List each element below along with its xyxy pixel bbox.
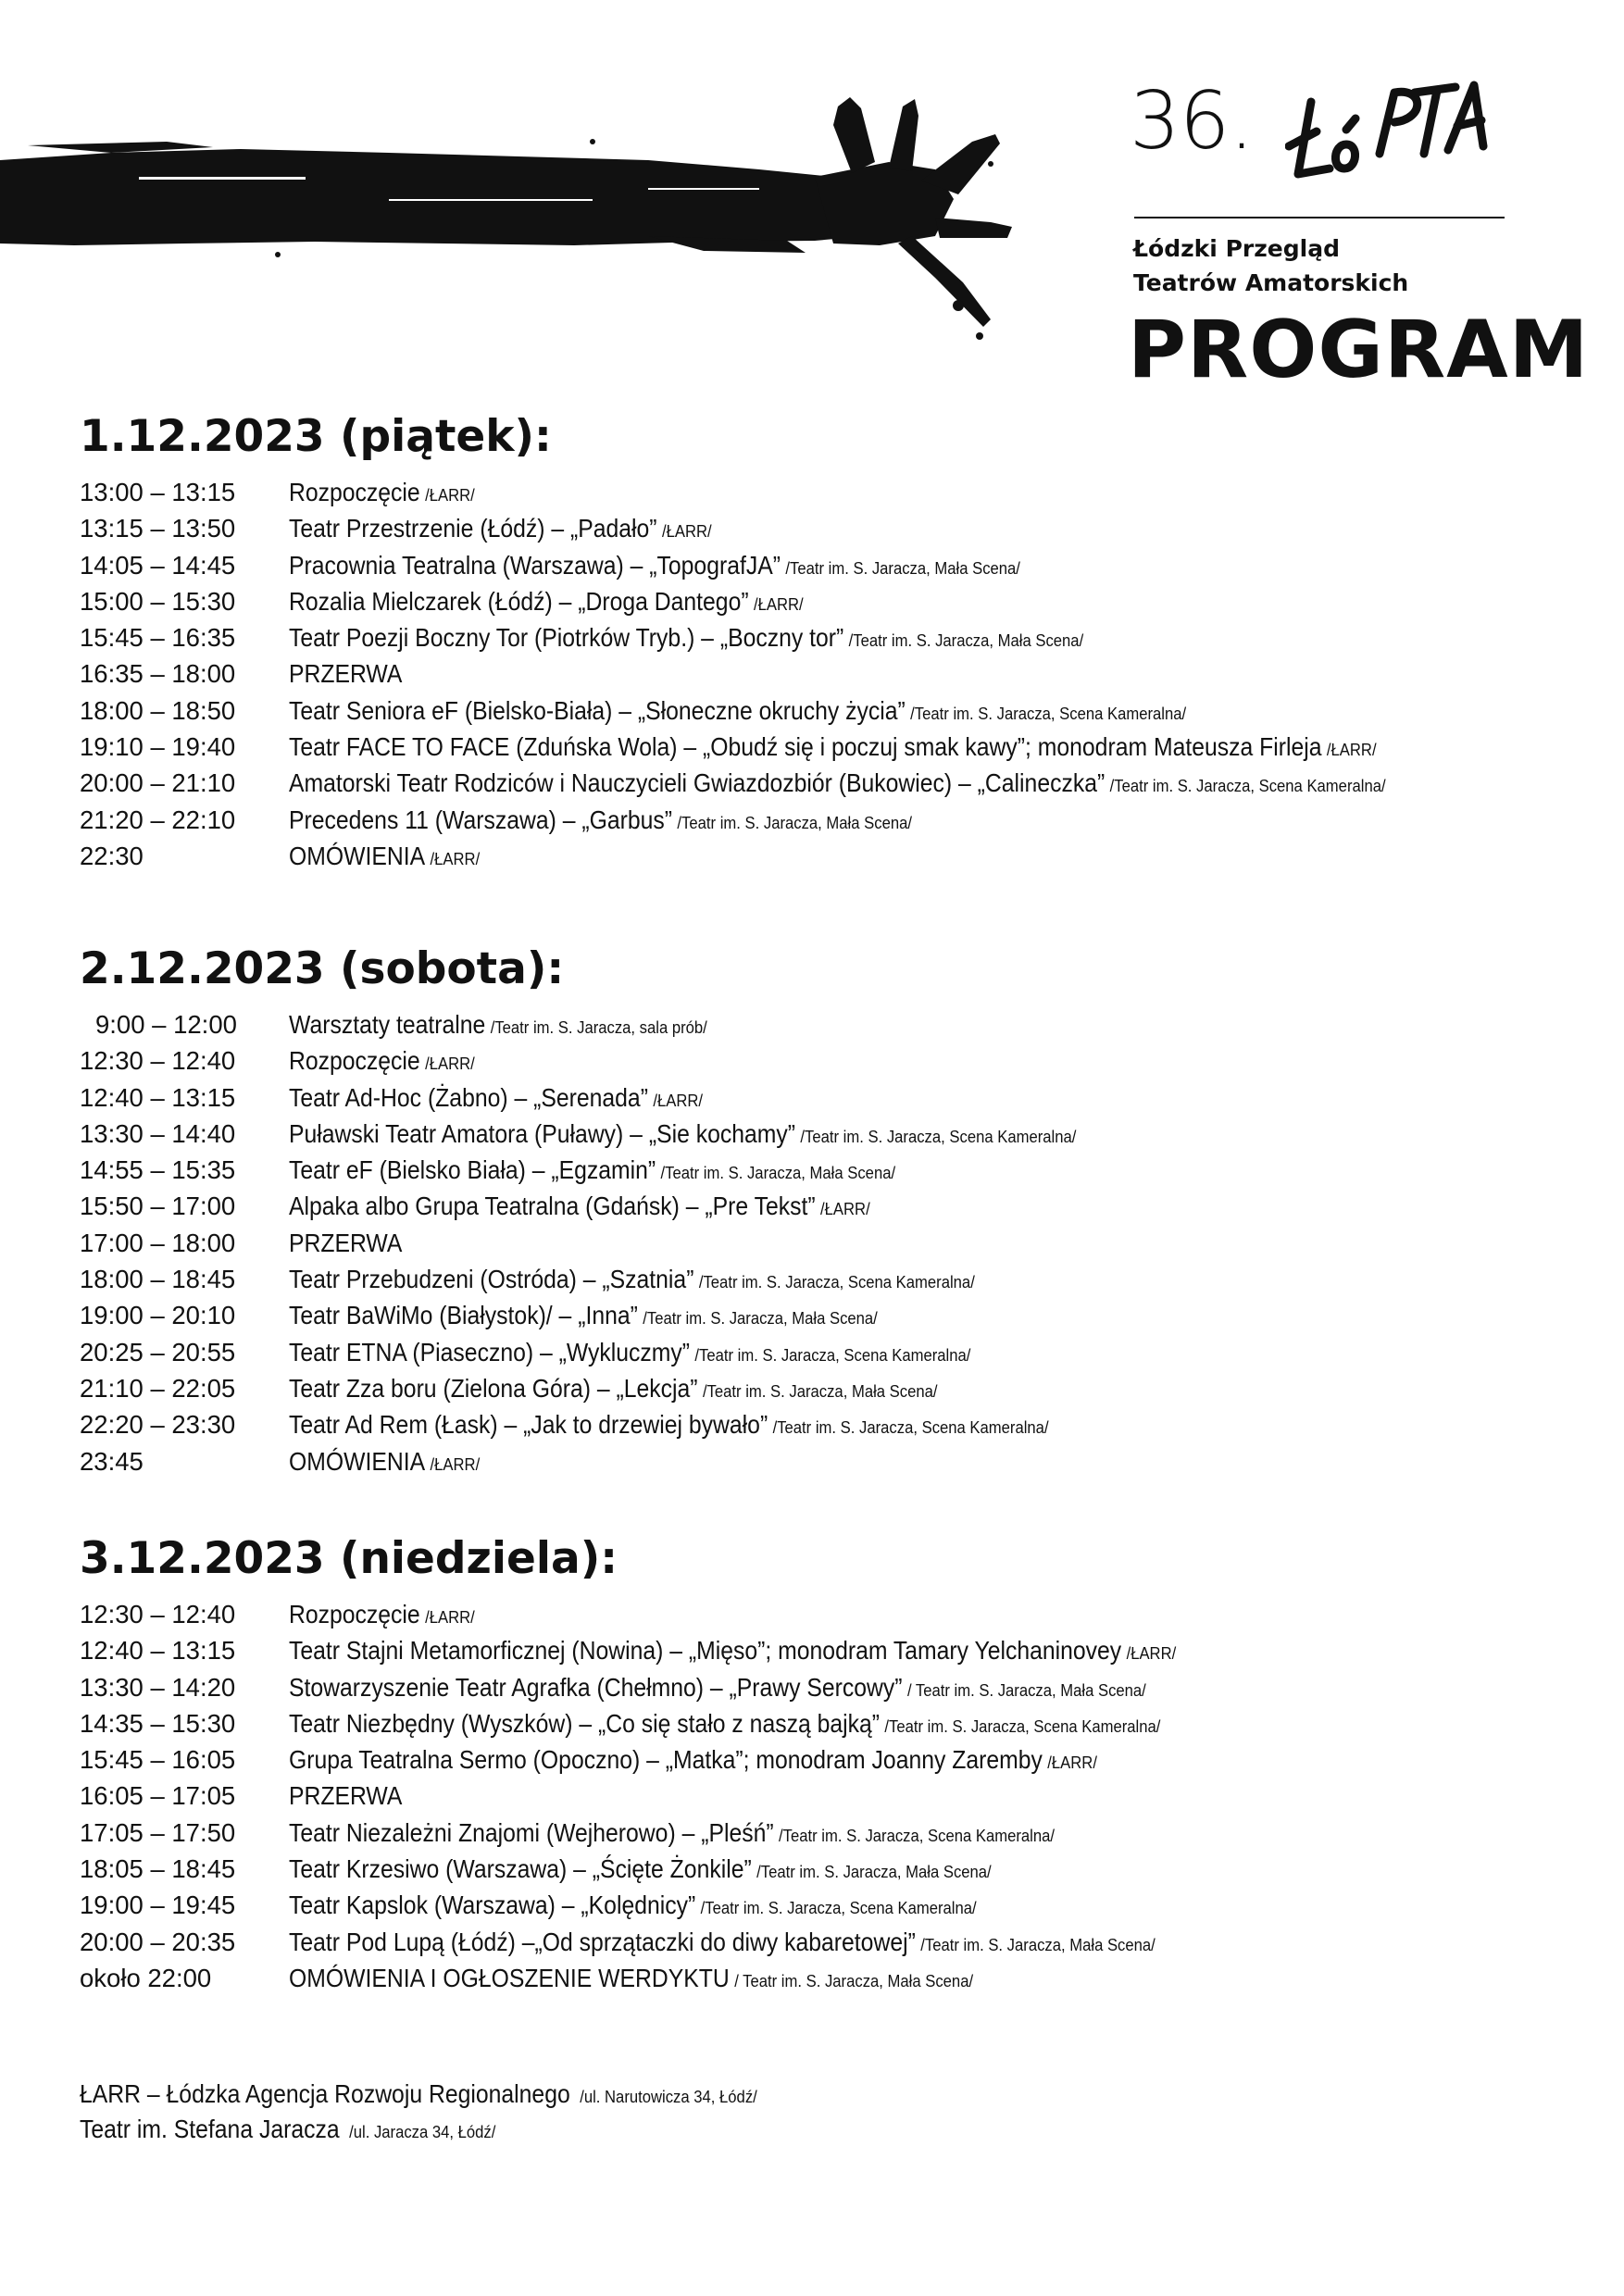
event-venue: /ŁARR/ [820, 1199, 870, 1219]
event-time: 9:00 – 12:00 [95, 1010, 237, 1039]
event-body [289, 1447, 480, 1477]
event-venue: /Teatr im. S. Jaracza, Mała Scena/ [702, 1380, 938, 1401]
event-body [289, 1854, 992, 1884]
event-row [80, 587, 1598, 623]
event-body [289, 587, 804, 617]
event-venue: /ŁARR/ [1126, 1643, 1177, 1664]
event-row [80, 1636, 1598, 1672]
event-title: Teatr eF (Bielsko Biała) – „Egzamin” [289, 1155, 656, 1185]
event-body [289, 1229, 407, 1258]
lopta-script-logotype [1285, 65, 1498, 194]
event-body [289, 1374, 937, 1404]
event-body [289, 551, 1020, 580]
event-body [289, 1636, 1176, 1666]
venue-legend [80, 2079, 1561, 2150]
event-time: 19:10 – 19:40 [80, 732, 236, 762]
event-title: Rozpoczęcie [289, 1046, 420, 1076]
brush-hand-illustration [0, 88, 1014, 366]
event-title: PRZERWA [289, 659, 403, 689]
event-venue: /Teatr im. S. Jaracza, Scena Kameralna/ [772, 1417, 1049, 1438]
event-row [80, 1301, 1598, 1337]
event-row [80, 1155, 1598, 1192]
event-venue: /Teatr im. S. Jaracza, Scena Kameralna/ [779, 1825, 1056, 1845]
event-title: Teatr Niezbędny (Wyszków) – „Co się stało z naszą bajką” [289, 1708, 881, 1738]
event-venue: /Teatr im. S. Jaracza, Scena Kameralna/ [698, 1272, 975, 1292]
event-time: 12:40 – 13:15 [80, 1082, 236, 1112]
event-venue: /Teatr im. S. Jaracza, Scena Kameralna/ [694, 1344, 971, 1365]
event-venue: /Teatr im. S. Jaracza, sala prób/ [490, 1017, 707, 1037]
event-body [289, 1928, 1156, 1957]
legend-line [80, 2115, 1413, 2150]
event-body [289, 623, 1083, 653]
event-title: Pracownia Teatralna (Warszawa) – „TopografJA” [289, 550, 781, 580]
event-venue: /Teatr im. S. Jaracza, Mała Scena/ [785, 557, 1020, 578]
event-body [289, 1600, 475, 1629]
event-title: Teatr Zza boru (Zielona Góra) – „Lekcja” [289, 1373, 698, 1403]
event-row [80, 1673, 1598, 1709]
day-title: 3.12.2023 (niedziela): [80, 1533, 618, 1584]
event-body [289, 1155, 895, 1185]
event-row [80, 1119, 1598, 1155]
legend-address: /ul. Narutowicza 34, Łódź/ [580, 2087, 757, 2106]
event-title: Teatr FACE TO FACE (Zduńska Wola) – „Obudź się i poczuj smak kawy”; monodram Mateusza Firleja [289, 732, 1322, 762]
event-title: Rozpoczęcie [289, 478, 420, 506]
event-venue: /Teatr im. S. Jaracza, Scena Kameralna/ [800, 1126, 1077, 1146]
event-title: OMÓWIENIA [289, 1446, 426, 1476]
event-time: 18:00 – 18:50 [80, 695, 236, 725]
legend-name: ŁARR – Łódzka Agencja Rozwoju Regionalnego [80, 2079, 570, 2108]
event-title: Grupa Teatralna Sermo (Opoczno) – „Matka”; monodram Joanny Zaremby [289, 1745, 1043, 1775]
event-row [80, 1709, 1598, 1745]
event-venue: /Teatr im. S. Jaracza, Mała Scena/ [756, 1862, 992, 1882]
event-body [289, 1083, 703, 1113]
event-venue: /ŁARR/ [1047, 1753, 1097, 1773]
event-venue: / Teatr im. S. Jaracza, Mała Scena/ [734, 1970, 974, 1990]
event-row [80, 768, 1598, 805]
event-title: Warsztaty teatralne [289, 1010, 486, 1039]
event-body [289, 768, 1386, 798]
event-time: 13:30 – 14:40 [80, 1118, 236, 1148]
subtitle-line-1: Łódzki Przegląd [1133, 235, 1340, 262]
event-title: Alpaka albo Grupa Teatralna (Gdańsk) – „Pre Tekst” [289, 1192, 816, 1221]
event-body [289, 805, 912, 835]
legend-name: Teatr im. Stefana Jaracza [80, 2115, 340, 2143]
event-time: 19:00 – 19:45 [80, 1890, 236, 1920]
event-body [289, 1046, 475, 1076]
day-section [80, 942, 1598, 1483]
event-time: 17:00 – 18:00 [80, 1228, 236, 1257]
event-venue: /ŁARR/ [430, 848, 481, 868]
event-time: 15:00 – 15:30 [80, 586, 236, 616]
event-row [80, 1083, 1598, 1119]
event-body [289, 732, 1377, 762]
event-body [289, 1709, 1160, 1739]
event-row [80, 514, 1598, 550]
event-body [289, 842, 480, 871]
event-row [80, 1890, 1598, 1927]
event-body [289, 1818, 1055, 1848]
event-title: Teatr ETNA (Piaseczno) – „Wykluczmy” [289, 1337, 690, 1366]
event-time: 13:00 – 13:15 [80, 478, 236, 506]
event-row [80, 551, 1598, 587]
event-time: 15:50 – 17:00 [80, 1192, 236, 1221]
event-row [80, 1964, 1598, 2000]
event-body [289, 1338, 970, 1367]
event-row [80, 696, 1598, 732]
event-time: 12:30 – 12:40 [80, 1046, 236, 1076]
event-body [289, 659, 407, 689]
event-venue: /Teatr im. S. Jaracza, Mała Scena/ [643, 1308, 878, 1329]
day-title: 1.12.2023 (piątek): [80, 411, 552, 462]
event-time: 21:10 – 22:05 [80, 1373, 236, 1403]
event-row [80, 478, 1598, 514]
event-body [289, 1781, 407, 1811]
event-list [80, 478, 1598, 878]
event-time: 12:40 – 13:15 [80, 1636, 236, 1666]
event-title: Rozpoczęcie [289, 1600, 420, 1628]
event-body [289, 1265, 975, 1294]
event-time: 15:45 – 16:05 [80, 1745, 236, 1775]
event-time: 13:15 – 13:50 [80, 514, 236, 543]
event-title: Teatr Przestrzenie (Łódź) – „Padało” [289, 514, 657, 543]
event-title: OMÓWIENIA I OGŁOSZENIE WERDYKTU [289, 1963, 730, 1992]
event-venue: /ŁARR/ [753, 593, 804, 614]
event-body [289, 514, 712, 543]
event-body [289, 1964, 973, 1993]
event-row [80, 1600, 1598, 1636]
event-time: 22:30 [80, 841, 144, 870]
event-row [80, 1374, 1598, 1410]
event-venue: /Teatr im. S. Jaracza, Scena Kameralna/ [700, 1898, 977, 1918]
event-body [289, 1410, 1049, 1440]
event-venue: /ŁARR/ [653, 1090, 704, 1110]
event-row [80, 1781, 1598, 1817]
event-time: 12:30 – 12:40 [80, 1600, 236, 1628]
event-title: Teatr Krzesiwo (Warszawa) – „Ścięte Żonkile” [289, 1854, 752, 1884]
event-title: Teatr Stajni Metamorficznej (Nowina) – „Mięso”; monodram Tamary Yelchaninovey [289, 1636, 1122, 1666]
event-body [289, 1119, 1076, 1149]
event-time: 18:05 – 18:45 [80, 1854, 236, 1884]
event-row [80, 1265, 1598, 1301]
event-title: Puławski Teatr Amatora (Puławy) – „Sie kochamy” [289, 1118, 796, 1148]
event-row [80, 1410, 1598, 1446]
event-title: Teatr Pod Lupą (Łódź) –„Od sprzątaczki do diwy kabaretowej” [289, 1927, 916, 1956]
event-time: 19:00 – 20:10 [80, 1301, 236, 1330]
event-time: 17:05 – 17:50 [80, 1817, 236, 1847]
event-time: 15:45 – 16:35 [80, 623, 236, 653]
day-section [80, 1531, 1598, 2000]
event-time: około 22:00 [80, 1963, 212, 1992]
event-time: 16:35 – 18:00 [80, 659, 236, 689]
event-time: 22:20 – 23:30 [80, 1410, 236, 1440]
logo-divider [1134, 217, 1505, 218]
event-title: PRZERWA [289, 1228, 403, 1257]
event-title: PRZERWA [289, 1781, 403, 1811]
event-title: Precedens 11 (Warszawa) – „Garbus” [289, 805, 673, 834]
event-venue: /Teatr im. S. Jaracza, Mała Scena/ [920, 1934, 1156, 1954]
event-row [80, 805, 1598, 842]
event-list [80, 1010, 1598, 1483]
event-title: Teatr Przebudzeni (Ostróda) – „Szatnia” [289, 1265, 694, 1294]
event-title: Stowarzyszenie Teatr Agrafka (Chełmno) – „Prawy Sercowy” [289, 1672, 903, 1702]
event-venue: /ŁARR/ [425, 1607, 475, 1627]
festival-subtitle [1133, 231, 1522, 300]
event-venue: /ŁARR/ [430, 1454, 481, 1474]
event-row [80, 1928, 1598, 1964]
event-title: Teatr Ad Rem (Łask) – „Jak to drzewiej bywało” [289, 1410, 768, 1440]
event-body [289, 1745, 1097, 1775]
event-time: 20:00 – 20:35 [80, 1927, 236, 1956]
event-body [289, 1010, 707, 1040]
event-body [289, 1192, 870, 1221]
event-row [80, 1854, 1598, 1890]
event-venue: /Teatr im. S. Jaracza, Mała Scena/ [848, 630, 1084, 651]
event-title: Teatr BaWiMo (Białystok)/ – „Inna” [289, 1301, 638, 1330]
event-row [80, 842, 1598, 878]
event-venue: /Teatr im. S. Jaracza, Mała Scena/ [677, 812, 912, 832]
event-venue: /ŁARR/ [1326, 740, 1377, 760]
event-venue: /Teatr im. S. Jaracza, Scena Kameralna/ [910, 703, 1187, 723]
event-row [80, 1447, 1598, 1483]
event-time: 16:05 – 17:05 [80, 1781, 236, 1811]
event-body [289, 696, 1186, 726]
event-venue: / Teatr im. S. Jaracza, Mała Scena/ [906, 1679, 1146, 1700]
event-venue: /Teatr im. S. Jaracza, Scena Kameralna/ [1109, 776, 1386, 796]
subtitle-line-2: Teatrów Amatorskich [1133, 269, 1409, 296]
event-body [289, 1301, 878, 1330]
event-row [80, 1010, 1598, 1046]
event-title: Rozalia Mielczarek (Łódź) – „Droga Dantego” [289, 586, 749, 616]
event-venue: /ŁARR/ [425, 1054, 475, 1074]
program-heading: PROGRAM [1128, 304, 1590, 396]
event-row [80, 1229, 1598, 1265]
event-body [289, 478, 475, 507]
event-title: OMÓWIENIA [289, 841, 426, 870]
event-row [80, 1818, 1598, 1854]
event-row [80, 1192, 1598, 1228]
event-row [80, 732, 1598, 768]
event-body [289, 1673, 1146, 1703]
event-time: 21:20 – 22:10 [80, 805, 236, 834]
event-time: 18:00 – 18:45 [80, 1265, 236, 1294]
event-venue: /Teatr im. S. Jaracza, Scena Kameralna/ [884, 1716, 1161, 1736]
event-title: Amatorski Teatr Rodziców i Nauczycieli Gwiazdozbiór (Bukowiec) – „Calineczka” [289, 768, 1106, 798]
legend-address: /ul. Jaracza 34, Łódź/ [349, 2122, 496, 2141]
event-title: Teatr Seniora eF (Bielsko-Biała) – „Słoneczne okruchy życia” [289, 695, 906, 725]
event-venue: /ŁARR/ [661, 521, 712, 542]
event-title: Teatr Poezji Boczny Tor (Piotrków Tryb.) – „Boczny tor” [289, 623, 844, 653]
event-venue: /Teatr im. S. Jaracza, Mała Scena/ [660, 1163, 896, 1183]
event-title: Teatr Kapslok (Warszawa) – „Kolędnicy” [289, 1890, 696, 1920]
event-list [80, 1600, 1598, 2000]
event-time: 23:45 [80, 1446, 144, 1476]
event-row [80, 623, 1598, 659]
event-time: 20:00 – 21:10 [80, 768, 236, 798]
event-title: Teatr Ad-Hoc (Żabno) – „Serenada” [289, 1082, 648, 1112]
event-row [80, 1046, 1598, 1082]
edition-number: 36. [1130, 75, 1254, 168]
event-venue: /ŁARR/ [425, 485, 475, 505]
event-time: 14:05 – 14:45 [80, 550, 236, 580]
event-time: 20:25 – 20:55 [80, 1337, 236, 1366]
day-section [80, 409, 1598, 878]
event-row [80, 1338, 1598, 1374]
event-row [80, 659, 1598, 695]
event-time: 14:35 – 15:30 [80, 1708, 236, 1738]
event-time: 14:55 – 15:35 [80, 1155, 236, 1185]
event-title: Teatr Niezależni Znajomi (Wejherowo) – „Pleśń” [289, 1817, 774, 1847]
day-title: 2.12.2023 (sobota): [80, 943, 565, 994]
event-row [80, 1745, 1598, 1781]
event-body [289, 1890, 977, 1920]
legend-line [80, 2079, 1413, 2115]
event-time: 13:30 – 14:20 [80, 1672, 236, 1702]
